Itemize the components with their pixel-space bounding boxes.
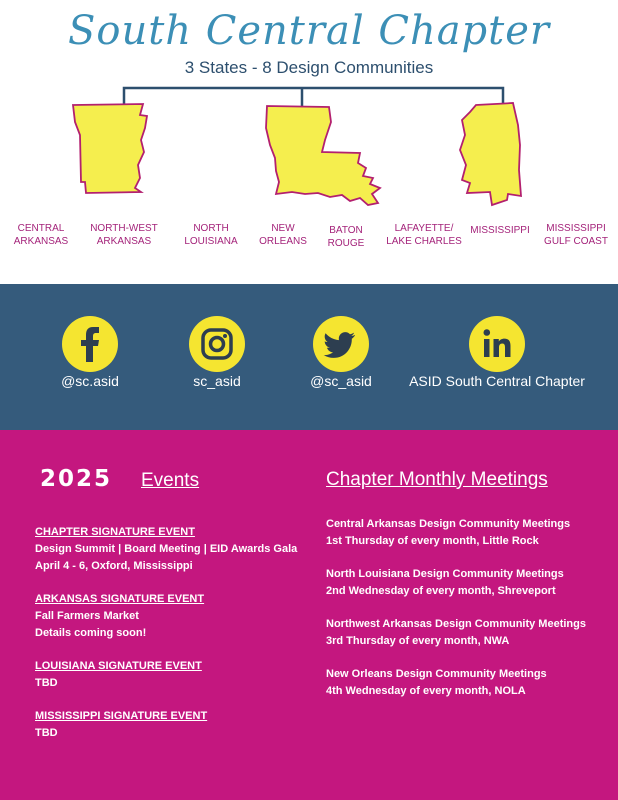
community-central-arkansas: CENTRAL ARKANSAS (13, 223, 69, 247)
community-north-louisiana: NORTH LOUISIANA (184, 223, 238, 247)
community-mississippi-gulf-coast: MISSISSIPPI GULF COAST (544, 223, 608, 247)
meeting-north-louisiana (326, 566, 564, 600)
community-new-orleans: NEW ORLEANS (259, 223, 307, 247)
event-detail: TBD (35, 727, 58, 739)
meeting-name: Central Arkansas Design Community Meetings (326, 518, 571, 530)
event-louisiana-signature (35, 658, 202, 692)
facebook-icon[interactable] (62, 316, 118, 372)
twitter-icon[interactable] (313, 316, 369, 372)
arkansas-state (73, 104, 147, 193)
event-arkansas-signature (35, 591, 204, 642)
event-chapter-signature (35, 524, 297, 575)
facebook-handle[interactable]: @sc.asid (61, 373, 119, 389)
meeting-name: New Orleans Design Community Meetings (326, 668, 547, 680)
community-lafayette-lake-charles: LAFAYETTE/ LAKE CHARLES (386, 223, 462, 247)
meeting-schedule: 1st Thursday of every month, Little Rock (326, 535, 539, 547)
event-detail: Fall Farmers Market (35, 610, 139, 622)
meeting-schedule: 2nd Wednesday of every month, Shreveport (326, 585, 556, 597)
event-heading[interactable]: MISSISSIPPI SIGNATURE EVENT (35, 710, 208, 722)
meeting-schedule: 4th Wednesday of every month, NOLA (326, 685, 526, 697)
event-detail: April 4 - 6, Oxford, Mississippi (35, 560, 193, 572)
community-baton-rouge: BATON ROUGE (327, 225, 365, 249)
community-northwest-arkansas: NORTH-WEST ARKANSAS (90, 223, 158, 247)
linkedin-icon[interactable] (469, 316, 525, 372)
community-mississippi: MISSISSIPPI (470, 225, 530, 236)
meeting-northwest-arkansas (326, 616, 586, 650)
linkedin-handle[interactable]: ASID South Central Chapter (409, 373, 585, 389)
twitter-handle[interactable]: @sc_asid (310, 373, 372, 389)
meeting-schedule: 3rd Thursday of every month, NWA (326, 635, 510, 647)
event-detail: TBD (35, 677, 58, 689)
meeting-central-arkansas (326, 516, 570, 550)
states-map (0, 80, 618, 210)
events-year: 2025 (40, 466, 113, 492)
social-media-band (0, 284, 618, 430)
event-heading[interactable]: LOUISIANA SIGNATURE EVENT (35, 660, 202, 672)
header-section (0, 0, 618, 284)
meeting-new-orleans (326, 666, 547, 700)
instagram-icon[interactable] (189, 316, 245, 372)
instagram-handle[interactable]: sc_asid (193, 373, 241, 389)
meetings-title[interactable]: Chapter Monthly Meetings (326, 469, 548, 490)
event-detail: Design Summit | Board Meeting | EID Awards Gala (35, 543, 298, 555)
events-title[interactable]: Events (141, 470, 200, 491)
event-detail: Details coming soon! (35, 627, 147, 639)
chapter-subtitle: 3 States - 8 Design Communities (184, 58, 434, 77)
meeting-name: North Louisiana Design Community Meetings (326, 568, 564, 580)
event-heading[interactable]: ARKANSAS SIGNATURE EVENT (35, 593, 205, 605)
louisiana-state (266, 106, 380, 205)
chapter-title: South Central Chapter (67, 8, 551, 54)
events-section (0, 430, 618, 800)
meeting-name: Northwest Arkansas Design Community Meetings (326, 618, 586, 630)
event-mississippi-signature (35, 708, 207, 742)
event-heading[interactable]: CHAPTER SIGNATURE EVENT (35, 526, 195, 538)
mississippi-state (460, 103, 521, 205)
